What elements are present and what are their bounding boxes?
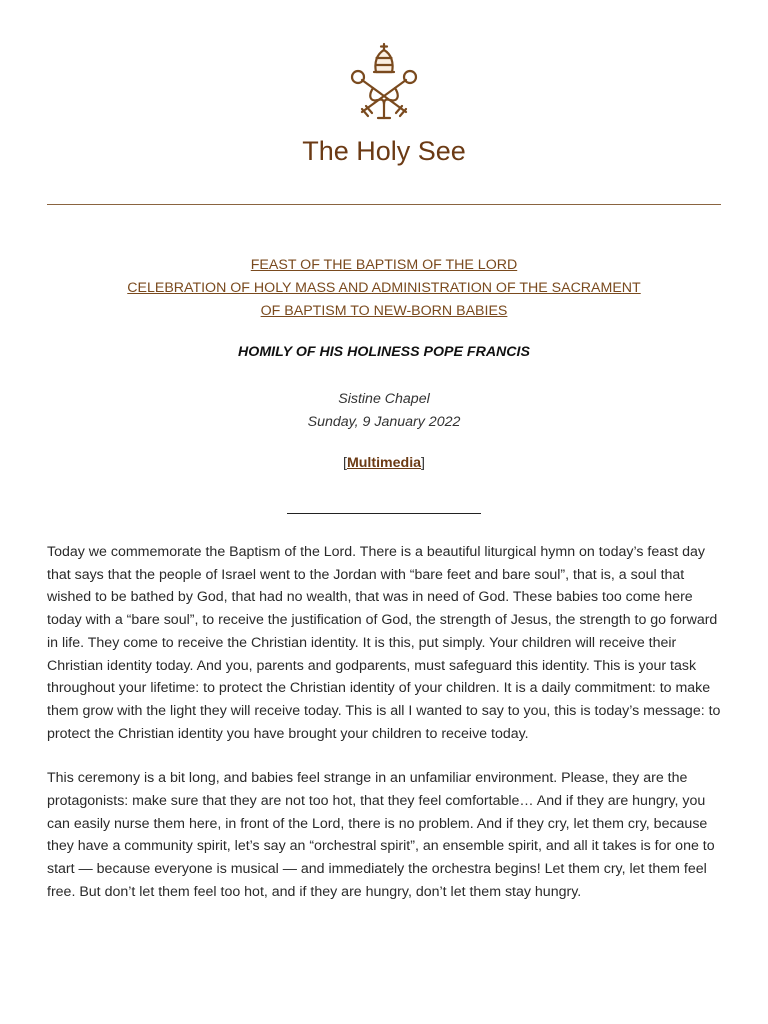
feast-link[interactable]: FEAST OF THE BAPTISM OF THE LORD: [250, 257, 518, 273]
multimedia-link[interactable]: Multimedia: [346, 455, 422, 471]
paragraph: This ceremony is a bit long, and babies feel strange in an unfamiliar environment. Please, they are the protagonists: make sure that they are not too hot, that they feel comfortable… And if they are hungry, you can easily nurse them here, in front of the Lord, there is no problem. And if they cry, let them cry, because they have a community spirit, let’s say an “orchestral spirit”, an ensemble spirit, and all it takes is for one to start — because everyone is musical — and immediately the orchestra begins! Let them cry, let them feel free. But don’t let them feel too hot, and if they are hungry, don’t let them stay hungry.: [47, 770, 715, 900]
bracket-open: [: [342, 455, 347, 471]
event-date: Sunday, 9 January 2022: [307, 414, 461, 430]
event-place: Sistine Chapel: [338, 391, 430, 407]
multimedia-line: [0, 455, 768, 471]
bracket-close: ]: [421, 455, 425, 471]
homily-body: [47, 541, 727, 926]
celebration-link[interactable]: CELEBRATION OF HOLY MASS AND ADMINISTRATION OF THE SACRAMENT: [127, 280, 641, 296]
sacrament-link[interactable]: OF BAPTISM TO NEW-BORN BABIES: [260, 303, 508, 319]
section-divider: [287, 513, 481, 514]
event-links: [0, 254, 768, 323]
site-title[interactable]: The Holy See: [302, 136, 466, 166]
papal-emblem-icon: [340, 40, 428, 122]
place-date: [0, 388, 768, 434]
homily-title: HOMILY OF HIS HOLINESS POPE FRANCIS: [238, 344, 530, 360]
header-divider: [47, 204, 721, 205]
paragraph: Today we commemorate the Baptism of the Lord. There is a beautiful liturgical hymn on today’s feast day that says that the people of Israel went to the Jordan with “bare feet and bare soul”, that is, a soul that wished to be bathed by God, that had no wealth, that was in need of God. These babies too come here today with a “bare soul”, to receive the justification of God, the strength of Jesus, the strength to go forward in life. They come to receive the Christian identity. It is this, put simply. Your children will receive their Christian identity today. And you, parents and godparents, must safeguard this identity. This is your task throughout your lifetime: to protect the Christian identity of your children. It is a daily commitment: to make them grow with the light they will receive today. This is all I wanted to say to you, this is today’s message: to protect the Christian identity you have brought your children to receive today.: [47, 544, 721, 742]
